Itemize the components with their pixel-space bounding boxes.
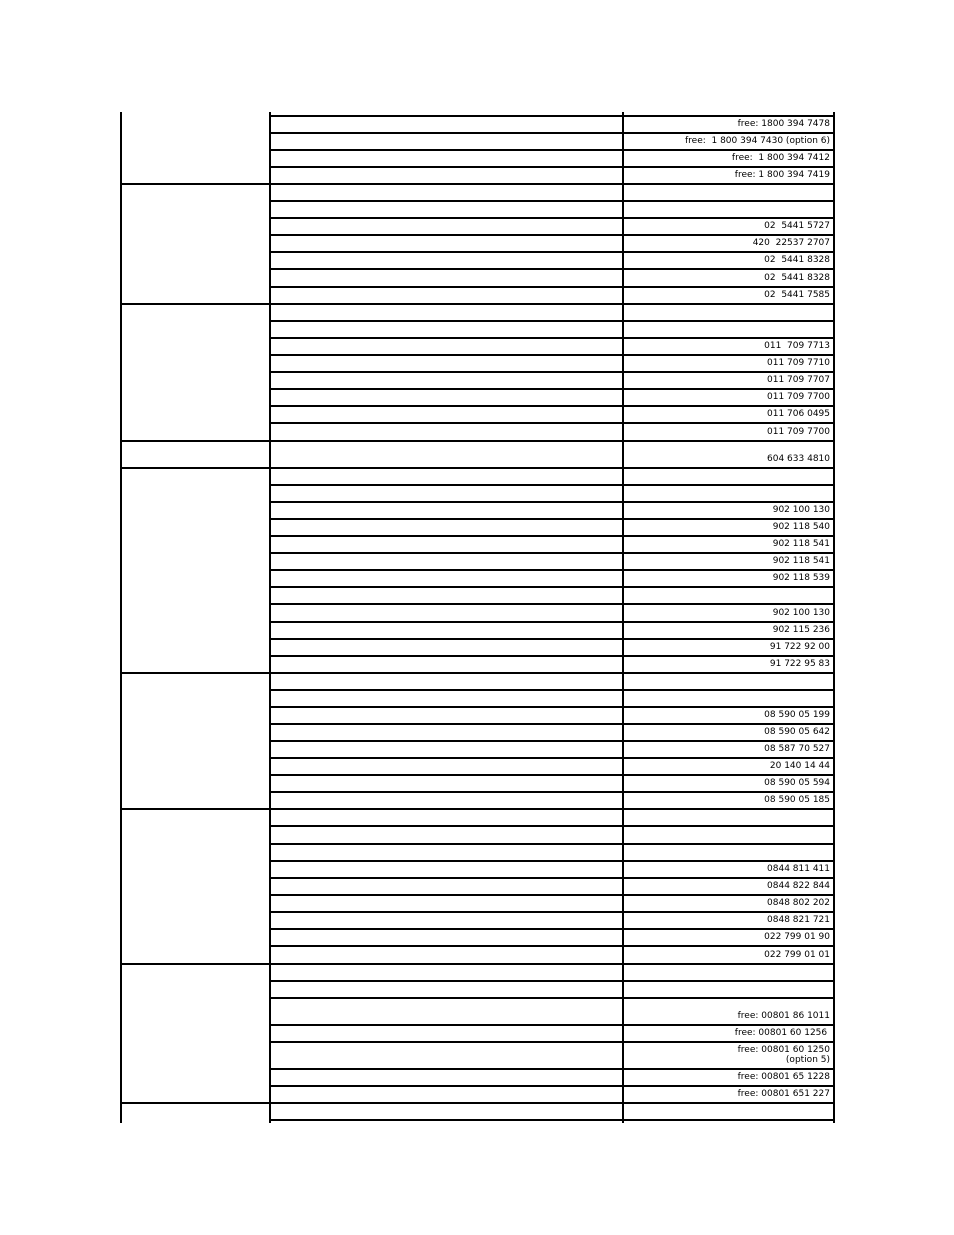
row-divider xyxy=(269,166,835,168)
row-divider xyxy=(269,757,835,759)
column-border-right xyxy=(833,112,835,1123)
row-divider xyxy=(269,980,835,982)
row-divider xyxy=(269,132,835,134)
phone-number: 902 115 236 xyxy=(772,625,830,635)
group-divider xyxy=(120,440,271,442)
row-divider xyxy=(269,149,835,151)
row-divider xyxy=(269,586,835,588)
phone-number: 902 118 539 xyxy=(772,573,830,583)
phone-number: free: 1 800 394 7430 (option 6) xyxy=(685,136,830,146)
row-divider xyxy=(269,217,835,219)
phone-number: 420 22537 2707 xyxy=(752,238,830,248)
phone-number: 011 709 7710 xyxy=(767,358,830,368)
row-divider xyxy=(269,1068,835,1070)
phone-number: 08 590 05 199 xyxy=(764,710,830,720)
row-divider xyxy=(269,1119,835,1121)
row-divider xyxy=(269,843,835,845)
phone-number: 011 709 7713 xyxy=(764,341,830,351)
row-divider xyxy=(269,638,835,640)
row-divider xyxy=(269,894,835,896)
row-divider xyxy=(269,877,835,879)
group-divider xyxy=(120,303,271,305)
phone-number: 902 118 541 xyxy=(772,556,830,566)
phone-number: 08 590 05 185 xyxy=(764,795,830,805)
phone-number: free: 1800 394 7478 xyxy=(737,119,830,129)
row-divider xyxy=(269,945,835,947)
group-divider xyxy=(120,183,271,185)
row-divider xyxy=(269,484,835,486)
phone-number: 902 118 540 xyxy=(772,522,830,532)
row-divider xyxy=(269,115,835,117)
row-divider xyxy=(269,928,835,930)
row-divider xyxy=(269,774,835,776)
phone-number: 08 590 05 642 xyxy=(764,727,830,737)
row-divider xyxy=(269,337,835,339)
row-divider xyxy=(269,183,835,185)
group-divider xyxy=(120,467,271,469)
group-divider xyxy=(120,963,271,965)
row-divider xyxy=(269,251,835,253)
phone-number: 022 799 01 90 xyxy=(764,932,830,942)
row-divider xyxy=(269,1102,835,1104)
column-border-inner xyxy=(622,112,624,1123)
row-divider xyxy=(269,354,835,356)
phone-number: 011 709 7700 xyxy=(767,427,830,437)
row-divider xyxy=(269,518,835,520)
row-divider xyxy=(269,911,835,913)
phone-number: 0844 811 411 xyxy=(767,864,830,874)
row-divider xyxy=(269,1041,835,1043)
phone-number: 604 633 4810 xyxy=(767,454,830,464)
row-divider xyxy=(269,1024,835,1026)
row-divider xyxy=(269,320,835,322)
phone-number: 011 709 7707 xyxy=(767,375,830,385)
row-divider xyxy=(269,303,835,305)
phone-number: 02 5441 5727 xyxy=(764,221,830,231)
row-divider xyxy=(269,655,835,657)
row-divider xyxy=(269,791,835,793)
row-divider xyxy=(269,825,835,827)
row-divider xyxy=(269,689,835,691)
row-divider xyxy=(269,422,835,424)
row-divider xyxy=(269,1085,835,1087)
phone-number: 91 722 95 83 xyxy=(769,659,830,669)
phone-number: 0848 802 202 xyxy=(767,898,830,908)
phone-number: free: 00801 60 1250 (option 5) xyxy=(737,1045,830,1065)
phone-number: 011 706 0495 xyxy=(767,409,830,419)
row-divider xyxy=(269,603,835,605)
phone-number: 902 100 130 xyxy=(772,608,830,618)
column-border-left xyxy=(120,112,122,1123)
group-divider xyxy=(120,672,271,674)
phone-number: free: 00801 60 1256 xyxy=(734,1028,830,1038)
column-border-inner xyxy=(269,112,271,1123)
phone-number: 20 140 14 44 xyxy=(769,761,830,771)
row-divider xyxy=(269,552,835,554)
row-divider xyxy=(269,535,835,537)
row-divider xyxy=(269,706,835,708)
row-divider xyxy=(269,963,835,965)
phone-number: 02 5441 8328 xyxy=(764,273,830,283)
row-divider xyxy=(269,371,835,373)
row-divider xyxy=(269,723,835,725)
phone-number: 91 722 92 00 xyxy=(769,642,830,652)
phone-number: 02 5441 7585 xyxy=(764,290,830,300)
row-divider xyxy=(269,234,835,236)
row-divider xyxy=(269,200,835,202)
row-divider xyxy=(269,440,835,442)
phone-number: free: 1 800 394 7412 xyxy=(731,153,830,163)
row-divider xyxy=(269,388,835,390)
row-divider xyxy=(269,997,835,999)
phone-number: 0848 821 721 xyxy=(767,915,830,925)
row-divider xyxy=(269,405,835,407)
row-divider xyxy=(269,672,835,674)
row-divider xyxy=(269,501,835,503)
group-divider xyxy=(120,808,271,810)
phone-number: free: 00801 651 227 xyxy=(737,1089,830,1099)
phone-number: free: 00801 65 1228 xyxy=(737,1072,830,1082)
row-divider xyxy=(269,286,835,288)
phone-number: free: 1 800 394 7419 xyxy=(734,170,830,180)
phone-number: 0844 822 844 xyxy=(767,881,830,891)
phone-number: 08 590 05 594 xyxy=(764,778,830,788)
row-divider xyxy=(269,740,835,742)
row-divider xyxy=(269,621,835,623)
phone-number: 02 5441 8328 xyxy=(764,255,830,265)
phone-number: 011 709 7700 xyxy=(767,392,830,402)
phone-number: 08 587 70 527 xyxy=(764,744,830,754)
row-divider xyxy=(269,268,835,270)
phone-number: free: 00801 86 1011 xyxy=(737,1011,830,1021)
phone-number: 902 118 541 xyxy=(772,539,830,549)
row-divider xyxy=(269,569,835,571)
row-divider xyxy=(269,860,835,862)
group-divider xyxy=(120,1102,271,1104)
row-divider xyxy=(269,808,835,810)
phone-number: 902 100 130 xyxy=(772,505,830,515)
row-divider xyxy=(269,467,835,469)
phone-number: 022 799 01 01 xyxy=(764,950,830,960)
